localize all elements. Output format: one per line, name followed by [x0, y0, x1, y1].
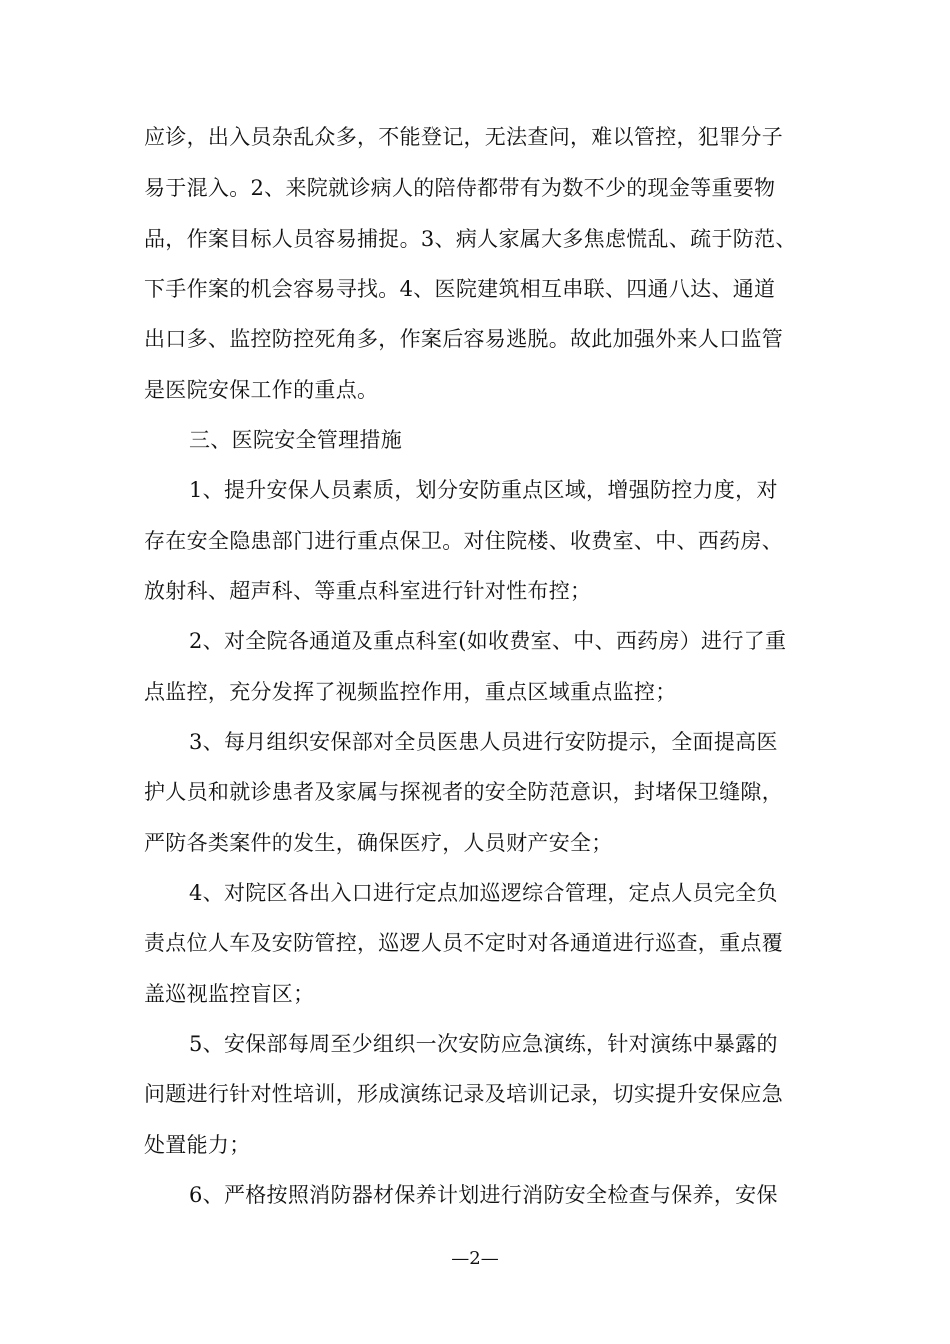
text-line: 下手作案的机会容易寻找。4、医院建筑相互串联、四通八达、通道	[144, 277, 776, 301]
text-line: 点监控，充分发挥了视频监控作用，重点区域重点监控；	[144, 680, 677, 704]
text-line: 6、严格按照消防器材保养计划进行消防安全检查与保养，安保	[189, 1183, 778, 1207]
text-line: 放射科、超声科、等重点科室进行针对性布控；	[144, 579, 592, 603]
text-line: 出口多、监控防控死角多，作案后容易逃脱。故此加强外来人口监管	[144, 327, 783, 351]
text-line: 品，作案目标人员容易捕捉。3、病人家属大多焦虑慌乱、疏于防范、	[144, 227, 797, 251]
text-line: 护人员和就诊患者及家属与探视者的安全防范意识，封堵保卫缝隙，	[144, 780, 783, 804]
text-line: 5、安保部每周至少组织一次安防应急演练，针对演练中暴露的	[189, 1032, 778, 1056]
text-line: 是医院安保工作的重点。	[144, 378, 379, 402]
page-number: —2—	[451, 1248, 499, 1269]
text-line: 责点位人车及安防管控，巡逻人员不定时对各通道进行巡查，重点覆	[144, 931, 783, 955]
text-line: 4、对院区各出入口进行定点加巡逻综合管理，定点人员完全负	[189, 881, 778, 905]
text-line: 1、提升安保人员素质，划分安防重点区域，增强防控力度，对	[189, 478, 778, 502]
text-line: 严防各类案件的发生，确保医疗，人员财产安全；	[144, 831, 613, 855]
text-line: 应诊，出入员杂乱众多，不能登记，无法查问，难以管控，犯罪分子	[144, 125, 783, 149]
text-line: 2、对全院各通道及重点科室(如收费室、中、西药房）进行了重	[189, 629, 787, 653]
text-line: 3、每月组织安保部对全员医患人员进行安防提示，全面提高医	[189, 730, 778, 754]
text-line: 存在安全隐患部门进行重点保卫。对住院楼、收费室、中、西药房、	[144, 529, 783, 553]
text-line: 处置能力；	[144, 1133, 251, 1157]
text-line: 问题进行针对性培训，形成演练记录及培训记录，切实提升安保应急	[144, 1082, 783, 1106]
text-line: 盖巡视监控盲区；	[144, 982, 315, 1006]
text-line: 易于混入。2、来院就诊病人的陪侍都带有为数不少的现金等重要物	[144, 176, 776, 200]
section-heading: 三、医院安全管理措施	[189, 428, 402, 452]
